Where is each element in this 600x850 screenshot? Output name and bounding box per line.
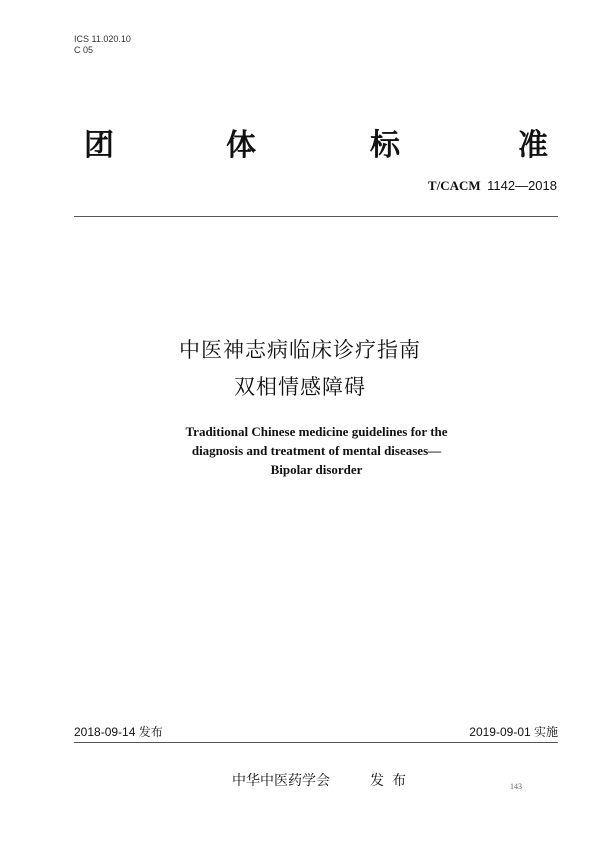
implementation-date: 2019-09-01 实施 bbox=[469, 725, 558, 739]
standard-prefix: T/CACM bbox=[427, 178, 481, 193]
publish-label: 发布 bbox=[370, 773, 414, 789]
chinese-title-line-2: 双相情感障碍 bbox=[234, 375, 366, 399]
document-type-heading bbox=[0, 120, 600, 163]
top-divider bbox=[74, 216, 558, 217]
standard-code: 1142—2018 bbox=[487, 178, 557, 193]
english-title-line-1: Traditional Chinese medicine guidelines for the bbox=[185, 424, 448, 439]
ccs-code: C 05 bbox=[74, 45, 94, 55]
heading-char-1: 团 bbox=[84, 128, 114, 163]
bottom-divider bbox=[74, 742, 558, 743]
publisher-name: 中华中医药学会 bbox=[232, 773, 330, 789]
ics-code: ICS 11.020.10 bbox=[74, 34, 131, 44]
heading-char-3: 标 bbox=[370, 128, 400, 163]
english-title-line-3: Bipolar disorder bbox=[270, 462, 363, 477]
standard-number bbox=[428, 178, 557, 194]
publish-date: 2018-09-14 发布 bbox=[74, 725, 163, 739]
heading-char-4: 准 bbox=[518, 128, 548, 163]
heading-char-2: 体 bbox=[226, 128, 256, 163]
chinese-title-line-1: 中医神志病临床诊疗指南 bbox=[179, 338, 421, 362]
english-title-line-2: diagnosis and treatment of mental diseases— bbox=[191, 443, 442, 458]
page-number: 143 bbox=[510, 782, 522, 791]
